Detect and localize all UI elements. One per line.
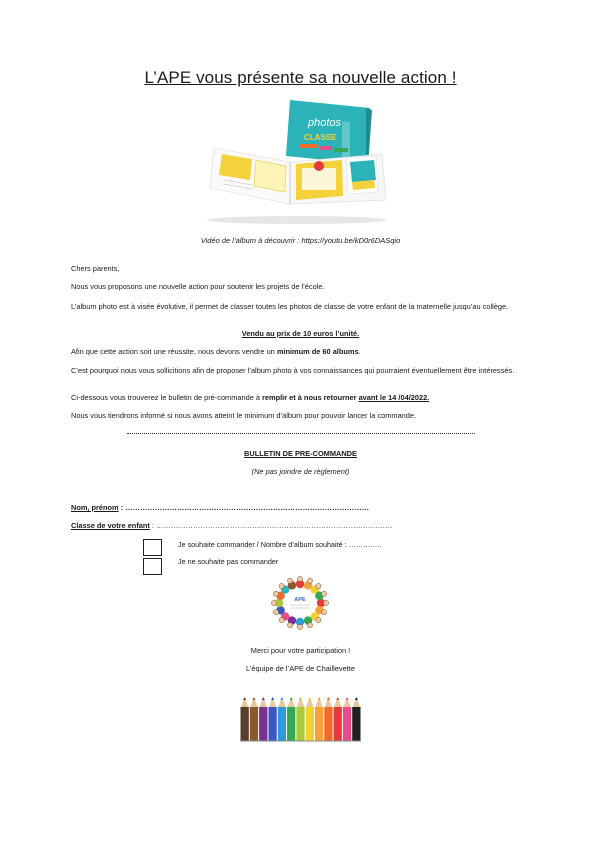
pencil-lead xyxy=(327,697,330,700)
success-post: . xyxy=(358,347,361,356)
success-paragraph xyxy=(71,347,541,357)
name-field[interactable] xyxy=(71,503,369,512)
logo-child-head xyxy=(287,623,292,628)
description-paragraph: L’album photo est à visée évolutive, il permet de classer toutes les photos de classe de votre enfant de la maternelle jusqu’au collège. xyxy=(71,302,509,311)
pencil-body xyxy=(296,707,304,741)
pencil-body xyxy=(343,707,351,741)
pencil-lead xyxy=(262,697,265,700)
logo-child-head xyxy=(321,610,326,615)
logo-child-head xyxy=(316,583,321,588)
form-bold: remplir et à nous retourner xyxy=(262,393,357,402)
no-order-checkbox[interactable] xyxy=(143,558,162,575)
logo-text: APE xyxy=(294,597,306,603)
form-heading xyxy=(0,449,601,458)
page-title: L’APE vous présente sa nouvelle action ! xyxy=(144,68,457,87)
name-field-dots: : ……………………………………………………………………………………… xyxy=(118,503,370,512)
pencil-lead xyxy=(290,697,293,700)
logo-child-head xyxy=(273,591,278,596)
video-caption: Vidéo de l’album à découvrir : https://youtu.be/kD0r6DASqio xyxy=(200,236,401,245)
pencil-body xyxy=(259,707,267,741)
pencil-lead xyxy=(252,697,255,700)
pencil-body xyxy=(287,707,295,741)
colored-pencils-image xyxy=(238,697,363,743)
pencil-body xyxy=(334,707,342,741)
cut-line-divider xyxy=(127,433,475,435)
pencil-body xyxy=(306,707,314,741)
pencil-lead xyxy=(299,697,302,700)
intro-paragraph: Nous vous proposons une nouvelle action pour soutenir les projets de l’école. xyxy=(71,282,325,291)
pencil-lead xyxy=(280,697,283,700)
logo-child-head xyxy=(323,600,328,605)
logo-child-head xyxy=(307,578,312,583)
greeting: Chers parents, xyxy=(71,264,120,273)
album-cover-title: photos xyxy=(308,117,342,129)
logo-child-head xyxy=(279,617,284,622)
order-checkbox[interactable] xyxy=(143,539,162,556)
pencil-lead xyxy=(308,697,311,700)
pencil-lead xyxy=(318,697,321,700)
ape-logo xyxy=(268,575,332,631)
pencil-lead xyxy=(336,697,339,700)
class-field-dots: : …………………………………………………………………………………… xyxy=(149,521,393,530)
signature-line: L’équipe de l’APE de Chaillevette xyxy=(246,664,355,673)
form-heading-text: BULLETIN DE PRE-COMMANDE xyxy=(244,449,357,458)
pencil-body xyxy=(324,707,332,741)
pencil-body xyxy=(315,707,323,741)
solicit-paragraph: C’est pourquoi nous vous sollicitions afin de proposer l’album photo à vos connaissances qui pourraient éventuellement être intéressés. xyxy=(71,366,515,375)
pencil-body xyxy=(250,707,258,741)
price-line xyxy=(0,329,601,338)
pencil-lead xyxy=(243,697,246,700)
pencil-lead xyxy=(355,697,358,700)
class-field[interactable] xyxy=(71,521,393,530)
logo-child-head xyxy=(279,583,284,588)
success-bold: minimum de 60 albums xyxy=(276,347,359,356)
no-order-option-label: Je ne souhaite pas commander xyxy=(178,557,279,566)
pencil-body xyxy=(241,707,249,741)
class-field-label: Classe de votre enfant xyxy=(71,521,150,530)
logo-child-head xyxy=(316,617,321,622)
logo-child-head xyxy=(271,600,276,605)
album-cover-subtitle: CLASSE xyxy=(304,133,337,142)
logo-child-head xyxy=(297,624,302,629)
form-deadline: avant le 14 /04/2022. xyxy=(358,393,430,402)
name-field-label: Nom, prénom xyxy=(71,503,119,512)
logo-child-head xyxy=(307,623,312,628)
thanks-line: Merci pour votre participation ! xyxy=(250,646,351,655)
pencil-body xyxy=(352,707,360,741)
price-text: Vendu au prix de 10 euros l’unité. xyxy=(241,329,360,338)
pencil-lead xyxy=(271,697,274,700)
order-option-label: Je souhaite commander / Nombre d’album souhaité : ………….. xyxy=(178,540,382,549)
logo-child-head xyxy=(297,576,302,581)
form-pre: Ci-dessous vous trouverez le bulletin de pré-commande à xyxy=(71,393,263,402)
logo-child-head xyxy=(273,610,278,615)
logo-child-head xyxy=(287,578,292,583)
photo-album-image xyxy=(192,96,392,226)
success-pre: Afin que cette action soit une réussite, nous devons vendre un xyxy=(71,347,277,356)
form-note: (Ne pas joindre de règlement) xyxy=(251,467,350,476)
pencil-body xyxy=(278,707,286,741)
logo-child-head xyxy=(321,591,326,596)
pencil-body xyxy=(268,707,276,741)
pencil-lead xyxy=(346,697,349,700)
inform-paragraph: Nous vous tiendrons informé si nous avons atteint le minimum d’album pour pouvoir lancer la commande. xyxy=(71,411,417,420)
form-instruction-paragraph xyxy=(71,393,541,403)
